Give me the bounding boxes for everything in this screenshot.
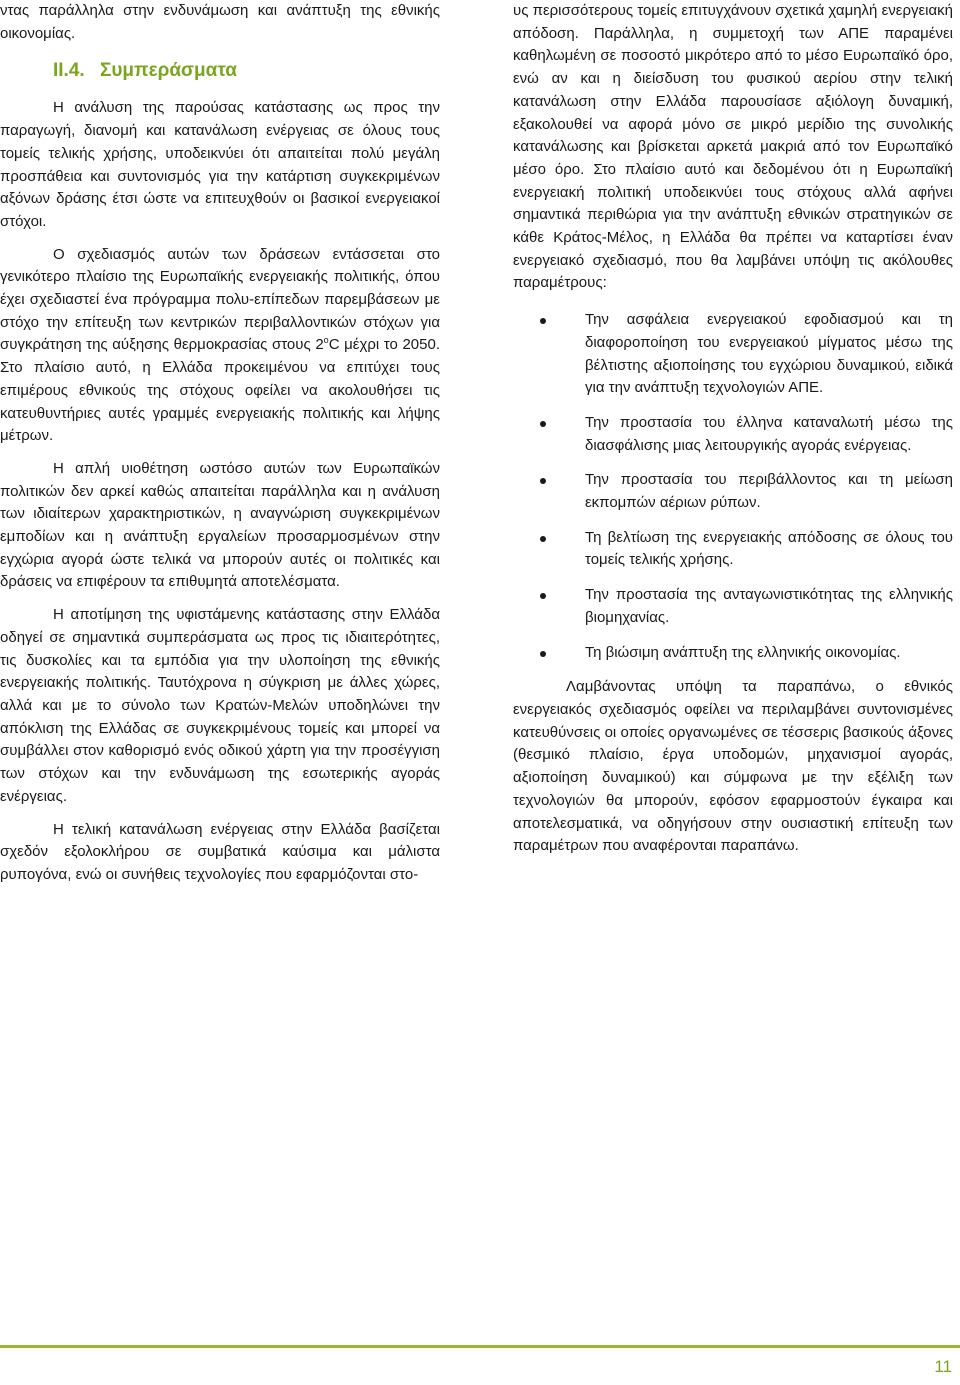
- list-item-text: Την ασφάλεια ενεργειακού εφοδιασμού και τη διαφοροποίηση του ενεργειακού μίγματος μέσω της βέλτιστης αξιοποίησης του εγχώριου δυναμικού, ειδικά για την ανάπτυξη τεχνολογιών ΑΠΕ.: [585, 311, 953, 397]
- footer-rule: [0, 1345, 960, 1348]
- continued-paragraph-right: υς περισσότερους τομείς επιτυγχάνουν σχετικά χαμηλή ενεργειακή απόδοση. Παράλληλα, η συμμετοχή των ΑΠΕ παραμένει καθηλωμένη σε ποσοστό μικρότερο από το μέσο Ευρωπαϊκό όρο, ενώ αν και η διείσδυση του φυσικού αερίου στην τελική κατανάλωση στην Ελλάδα παρουσίασε αξιόλογη δυναμική, εξακολουθεί να αφορά μόνο σε μικρό μερίδιο της συνολικής κατανάλωσης και βρίσκεται αρκετά μακριά από τον Ευρωπαϊκό μέσο όρο. Στο πλαίσιο αυτό και δεδομένου ότι η Ευρωπαϊκή ενεργειακή πολιτική υποδεικνύει τους στόχους αλλά αφήνει σημαντικά περιθώρια για την ανάπτυξη εθνικών στρατηγικών σε κάθε Κράτος-Μέλος, η Ελλάδα θα πρέπει να καταρτίσει έναν ενεργειακό σχεδιασμό, που θα λαμβάνει υπόψη τις ακόλουθες παραμέτρους:: [513, 2, 954, 292]
- list-item: [513, 309, 953, 400]
- paragraph-adoption: Η απλή υιοθέτηση ωστόσο αυτών των Ευρωπαϊκών πολιτικών δεν αρκεί καθώς απαιτείται παράλληλα και η ανάλυση των ιδιαίτερων χαρακτηριστικών, η αναγνώριση συγκεκριμένων εμποδίων και η ανάπτυξη εργαλείων προσαρμοσμένων στην εγχώρια αγορά ώστε τελικά να μπορούν αυτές οι πολιτικές και δράσεις να επιφέρουν τα επιθυμητά αποτελέσματα.: [0, 459, 440, 591]
- list-item: [513, 527, 953, 572]
- bullet-icon: [540, 478, 546, 484]
- list-item: [513, 584, 953, 629]
- list-item-text: Την προστασία του περιβάλλοντος και τη μείωση εκπομπών αέριων ρύπων.: [585, 471, 953, 512]
- bullet-icon: [540, 421, 546, 427]
- list-item-text: Την προστασία της ανταγωνιστικότητας της ελληνικής βιομηχανίας.: [585, 586, 953, 626]
- parameter-list: [513, 309, 953, 664]
- right-column: [513, 0, 953, 868]
- paragraph-consumption: Η τελική κατανάλωση ενέργειας στην Ελλάδα βασίζεται σχεδόν εξολοκλήρου σε συμβατικά καύσιμα και μάλιστα ρυπογόνα, ενώ οι συνήθεις τεχνολογίες που εφαρμόζονται στο-: [0, 820, 440, 883]
- list-item-text: Τη βιώσιμη ανάπτυξη της ελληνικής οικονομίας.: [585, 643, 901, 661]
- paragraph-assessment: Η αποτίμηση της υφιστάμενης κατάστασης στην Ελλάδα οδηγεί σε σημαντικά συμπεράσματα ως προς τις ιδιαιτερότητες, τις δυσκολίες και τα εμπόδια για την υλοποίηση της εθνικής ενεργειακής πολιτικής. Ταυτόχρονα η σύγκριση με άλλες χώρες, αλλά και με το σύνολο των Κρατών-Μελών υποδηλώνει την απόκλιση της Ελλάδας σε συγκεκριμένους τομείς και μπορεί να συμβάλλει στον καθορισμό ενός οδικού χάρτη για την προσέγγιση των στόχων και την ενδυνάμωση της εσωτερικής αγοράς ενέργειας.: [0, 606, 440, 805]
- bullet-icon: [540, 536, 546, 542]
- section-title: Συμπεράσματα: [99, 60, 237, 82]
- degree-superscript: o: [323, 335, 329, 346]
- continued-paragraph: ντας παράλληλα στην ενδυνάμωση και ανάπτυξη της εθνικής οικονομίας.: [0, 2, 440, 42]
- paragraph-analysis: Η ανάλυση της παρούσας κατάστασης ως προς την παραγωγή, διανομή και κατανάλωση ενέργειας σε όλους τους τομείς τελικής χρήσης, υποδεικνύει ότι απαιτείται πολύ μεγάλη προσπάθεια και συντονισμός για την κατάρτιση συγκεκριμένων αξόνων δράσης έτσι ώστε να επιτευχθούν οι βασικοί ενεργειακοί στόχοι.: [0, 99, 440, 230]
- paragraph-conclusion: Λαμβάνοντας υπόψη τα παραπάνω, ο εθνικός ενεργειακός σχεδιασμός οφείλει να περιλαμβάνει συντονισμένες κατευθύνσεις οι οποίες οργανωμένες σε τέσσερις βασικούς άξονες (θεσμικό πλαίσιο, έργα υποδομών, μηχανισμοί αγοράς, αξιοποίηση δυναμικού) και σύμφωνα με την εξέλιξη των τεχνολογιών θα μπορούν, εφόσον εφαρμοστούν έγκαιρα και αποτελεσματικά, να οδηγήσουν στην ουσιαστική επίτευξη των παραμέτρων που αναφέρονται παραπάνω.: [513, 678, 953, 855]
- list-item: [513, 412, 953, 457]
- list-item: [513, 642, 953, 665]
- page-number: 11: [934, 1357, 952, 1376]
- list-item: [513, 469, 953, 514]
- left-column: [0, 0, 440, 897]
- bullet-icon: [540, 651, 546, 657]
- list-item-text: Την προστασία του έλληνα καταναλωτή μέσω της διασφάλισης μιας λειτουργικής αγοράς ενέργειας.: [585, 413, 953, 454]
- paragraph-design: [0, 244, 440, 448]
- section-number: ΙΙ.4.: [53, 60, 85, 82]
- bullet-icon: [540, 593, 546, 599]
- list-item-text: Τη βελτίωση της ενεργειακής απόδοσης σε όλους του τομείς τελικής χρήσης.: [585, 528, 953, 569]
- bullet-icon: [540, 318, 546, 324]
- paragraph-design-part-b: C μέχρι το 2050. Στο πλαίσιο αυτό, η Ελλάδα προκειμένου να επιτύχει τους επιμέρους εθνικούς της στόχους οφείλει να ακολουθήσει τις κατευθυντήριες αυτές γραμμές ενεργειακής πολιτικής και λήψης μέτρων.: [0, 336, 441, 445]
- paragraph-design-part-a: Ο σχεδιασμός αυτών των δράσεων εντάσσεται στο γενικότερο πλαίσιο της Ευρωπαϊκής ενεργειακής πολιτικής, όπου έχει σχεδιαστεί ένα πρόγραμμα πολυ-επίπεδων παρεμβάσεων με στόχο την επίτευξη των κεντρικών περιβαλλοντικών στόχων για συγκράτηση της αύξησης θερμοκρασίας στους 2: [0, 245, 440, 354]
- section-heading: [0, 59, 440, 83]
